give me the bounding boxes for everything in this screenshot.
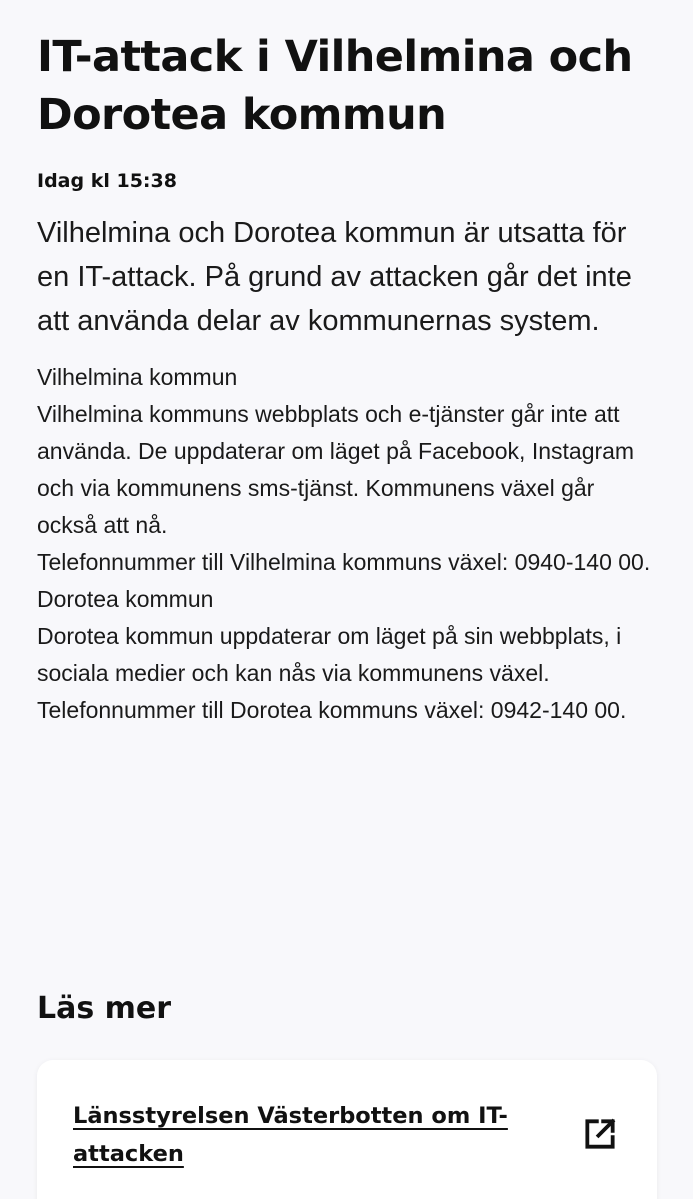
article-lead: Vilhelmina och Dorotea kommun är utsatta för en IT-attack. På grund av attacken går det inte att använda delar av kommunernas system.: [37, 217, 632, 337]
article: [37, 28, 657, 729]
read-more-link-card[interactable]: [37, 1060, 657, 1199]
paragraph-vilhelmina-phone: Telefonnummer till Vilhelmina kommuns växel: 0940-140 00.: [37, 549, 651, 575]
lansstyrelsen-link[interactable]: Länsstyrelsen Västerbotten om IT-attacken: [73, 1103, 508, 1167]
read-more-heading: Läs mer: [37, 991, 172, 1026]
paragraph-vilhelmina-info: Vilhelmina kommuns webbplats och e-tjänster går inte att använda. De uppdaterar om läget på Facebook, Instagram och via kommunens sms-tjänst. Kommunens växel går också att nå.: [37, 401, 635, 538]
paragraph-dorotea-info: Dorotea kommun uppdaterar om läget på sin webbplats, i sociala medier och kan nås via kommunens växel.: [37, 623, 622, 686]
article-timestamp: Idag kl 15:38: [37, 170, 177, 192]
article-headline: IT-attack i Vilhelmina och Dorotea kommun: [37, 32, 633, 140]
paragraph-dorotea-phone: Telefonnummer till Dorotea kommuns växel: 0942-140 00.: [37, 697, 627, 723]
external-link-icon[interactable]: [581, 1115, 619, 1153]
article-body: [37, 359, 657, 729]
section-heading-vilhelmina: Vilhelmina kommun: [37, 364, 238, 390]
section-heading-dorotea: Dorotea kommun: [37, 586, 214, 612]
